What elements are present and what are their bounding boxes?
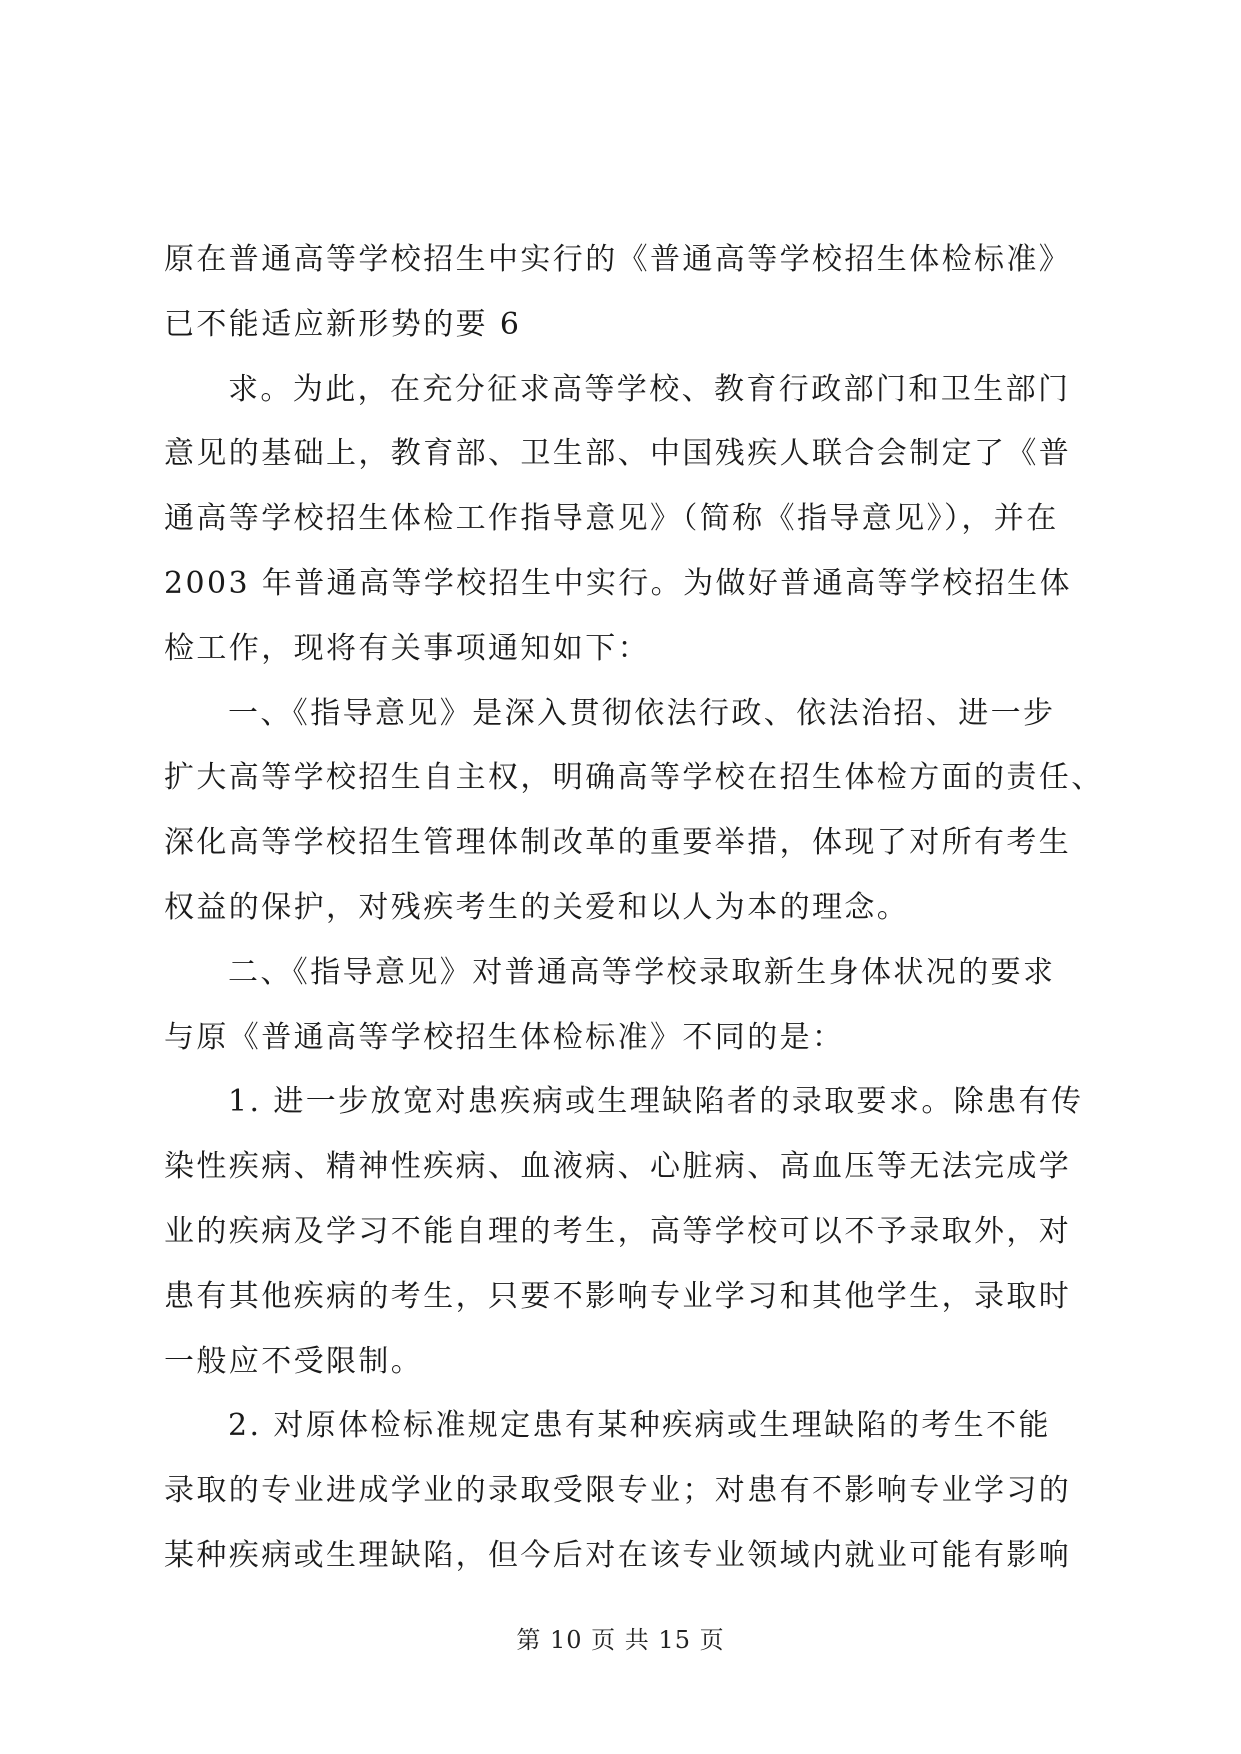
text-line-4: 意见的基础上，教育部、卫生部、中国残疾人联合会制定了《普 bbox=[164, 436, 1072, 472]
text-line-3: 求。为此，在充分征求高等学校、教育行政部门和卫生部门 bbox=[228, 371, 1071, 407]
text-line-8: 一、《指导意见》是深入贯彻依法行政、依法治招、进一步 bbox=[228, 695, 1056, 731]
text-line-5: 通高等学校招生体检工作指导意见》（简称《指导意见》），并在 bbox=[164, 501, 1059, 537]
text-line-16: 业的疾病及学习不能自理的考生，高等学校可以不予录取外，对 bbox=[164, 1213, 1072, 1249]
text-line-6: 2003 年普通高等学校招生中实行。为做好普通高等学校招生体 bbox=[164, 565, 1072, 601]
text-line-2: 已不能适应新形势的要 6 bbox=[164, 306, 522, 342]
text-line-10: 深化高等学校招生管理体制改革的重要举措，体现了对所有考生 bbox=[164, 825, 1072, 861]
text-line-11: 权益的保护，对残疾考生的关爱和以人为本的理念。 bbox=[164, 889, 910, 925]
text-line-9: 扩大高等学校招生自主权，明确高等学校在招生体检方面的责任、 bbox=[164, 760, 1104, 796]
document-body bbox=[164, 228, 1104, 1589]
text-line-17: 患有其他疾病的考生，只要不影响专业学习和其他学生，录取时 bbox=[164, 1278, 1072, 1314]
text-line-19: 2. 对原体检标准规定患有某种疾病或生理缺陷的考生不能 bbox=[228, 1408, 1051, 1444]
text-line-20: 录取的专业进成学业的录取受限专业；对患有不影响专业学习的 bbox=[164, 1473, 1072, 1509]
text-line-7: 检工作，现将有关事项通知如下： bbox=[164, 630, 650, 666]
text-line-18: 一般应不受限制。 bbox=[164, 1343, 424, 1379]
page-number-footer: 第 10 页 共 15 页 bbox=[516, 1626, 725, 1654]
text-line-21: 某种疾病或生理缺陷，但今后对在该专业领域内就业可能有影响 bbox=[164, 1537, 1072, 1573]
text-line-1: 原在普通高等学校招生中实行的《普通高等学校招生体检标准》 bbox=[164, 242, 1072, 277]
text-line-14: 1. 进一步放宽对患疾病或生理缺陷者的录取要求。除患有传 bbox=[228, 1084, 1084, 1120]
text-line-13: 与原《普通高等学校招生体检标准》不同的是： bbox=[164, 1019, 845, 1055]
text-line-15: 染性疾病、精神性疾病、血液病、心脏病、高血压等无法完成学 bbox=[164, 1149, 1072, 1185]
text-line-12: 二、《指导意见》对普通高等学校录取新生身体状况的要求 bbox=[228, 954, 1056, 990]
